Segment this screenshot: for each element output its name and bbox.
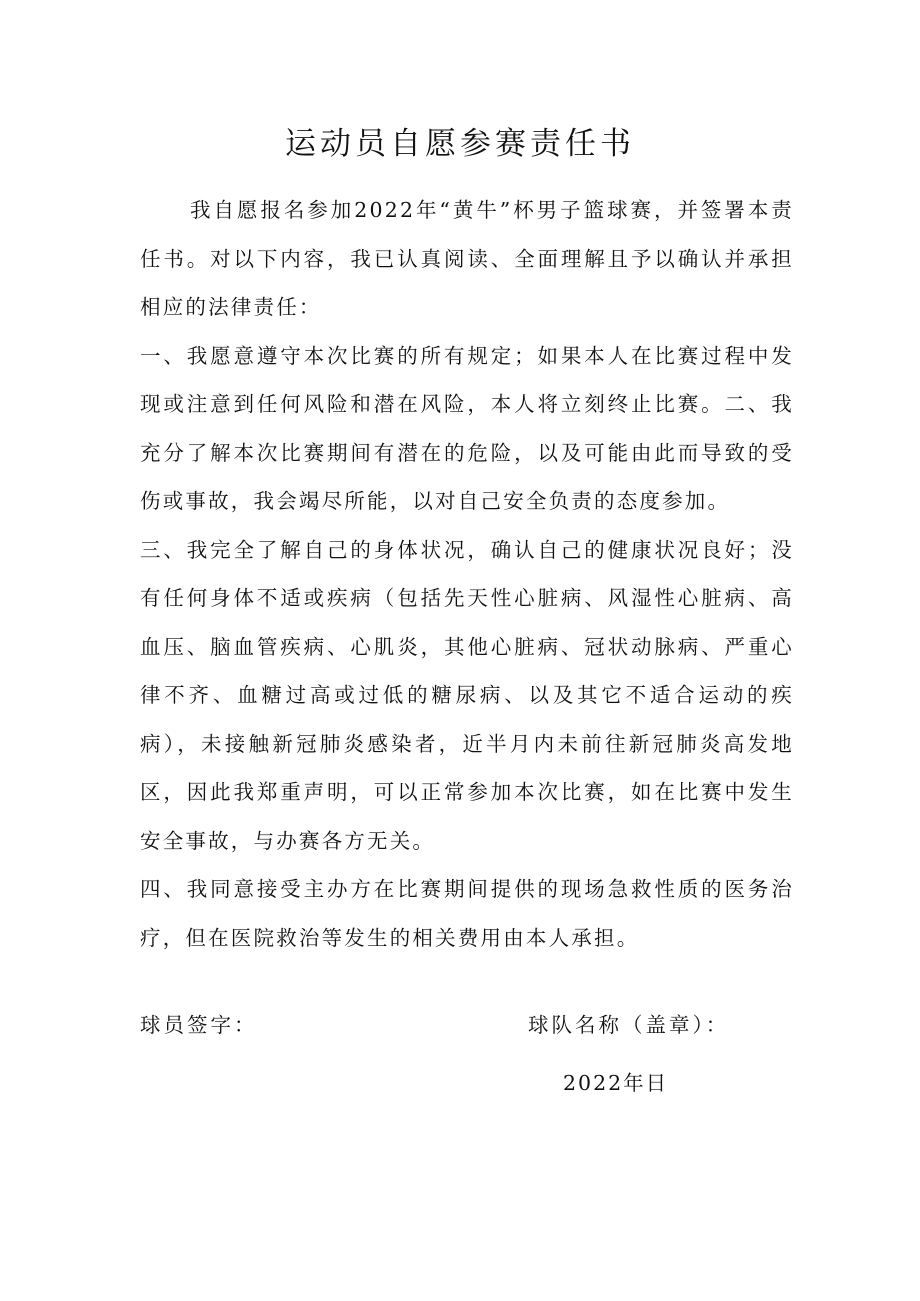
player-signature-label: 球员签字： [140, 1013, 258, 1037]
clause-one-two: 一、我愿意遵守本次比赛的所有规定；如果本人在比赛过程中发现或注意到任何风险和潜在风险，本人将立刻终止比赛。二、我充分了解本次比赛期间有潜在的危险，以及可能由此而导致的受伤或事故，我会竭尽所能，以对自己安全负责的态度参加。 [140, 343, 794, 513]
document-body [140, 186, 794, 962]
team-name-label: 球队名称（盖章）： [528, 1013, 730, 1037]
signature-date: 2022年日 [563, 1071, 669, 1095]
document-title: 运动员自愿参赛责任书 [285, 126, 635, 162]
intro-paragraph: 我自愿报名参加2022年“黄牛”杯男子篮球赛，并签署本责任书。对以下内容，我已认真阅读、全面理解且予以确认并承担相应的法律责任： [140, 198, 794, 319]
clause-four: 四、我同意接受主办方在比赛期间提供的现场急救性质的医务治疗，但在医院救治等发生的相关费用由本人承担。 [140, 877, 794, 950]
clause-three: 三、我完全了解自己的身体状况，确认自己的健康状况良好；没有任何身体不适或疾病（包括先天性心脏病、风湿性心脏病、高血压、脑血管疾病、心肌炎，其他心脏病、冠状动脉病、严重心律不齐、血糖过高或过低的糖尿病、以及其它不适合运动的疾病），未接触新冠肺炎感染者，近半月内未前往新冠肺炎高发地区，因此我郑重声明，可以正常参加本次比赛，如在比赛中发生安全事故，与办赛各方无关。 [140, 537, 794, 853]
